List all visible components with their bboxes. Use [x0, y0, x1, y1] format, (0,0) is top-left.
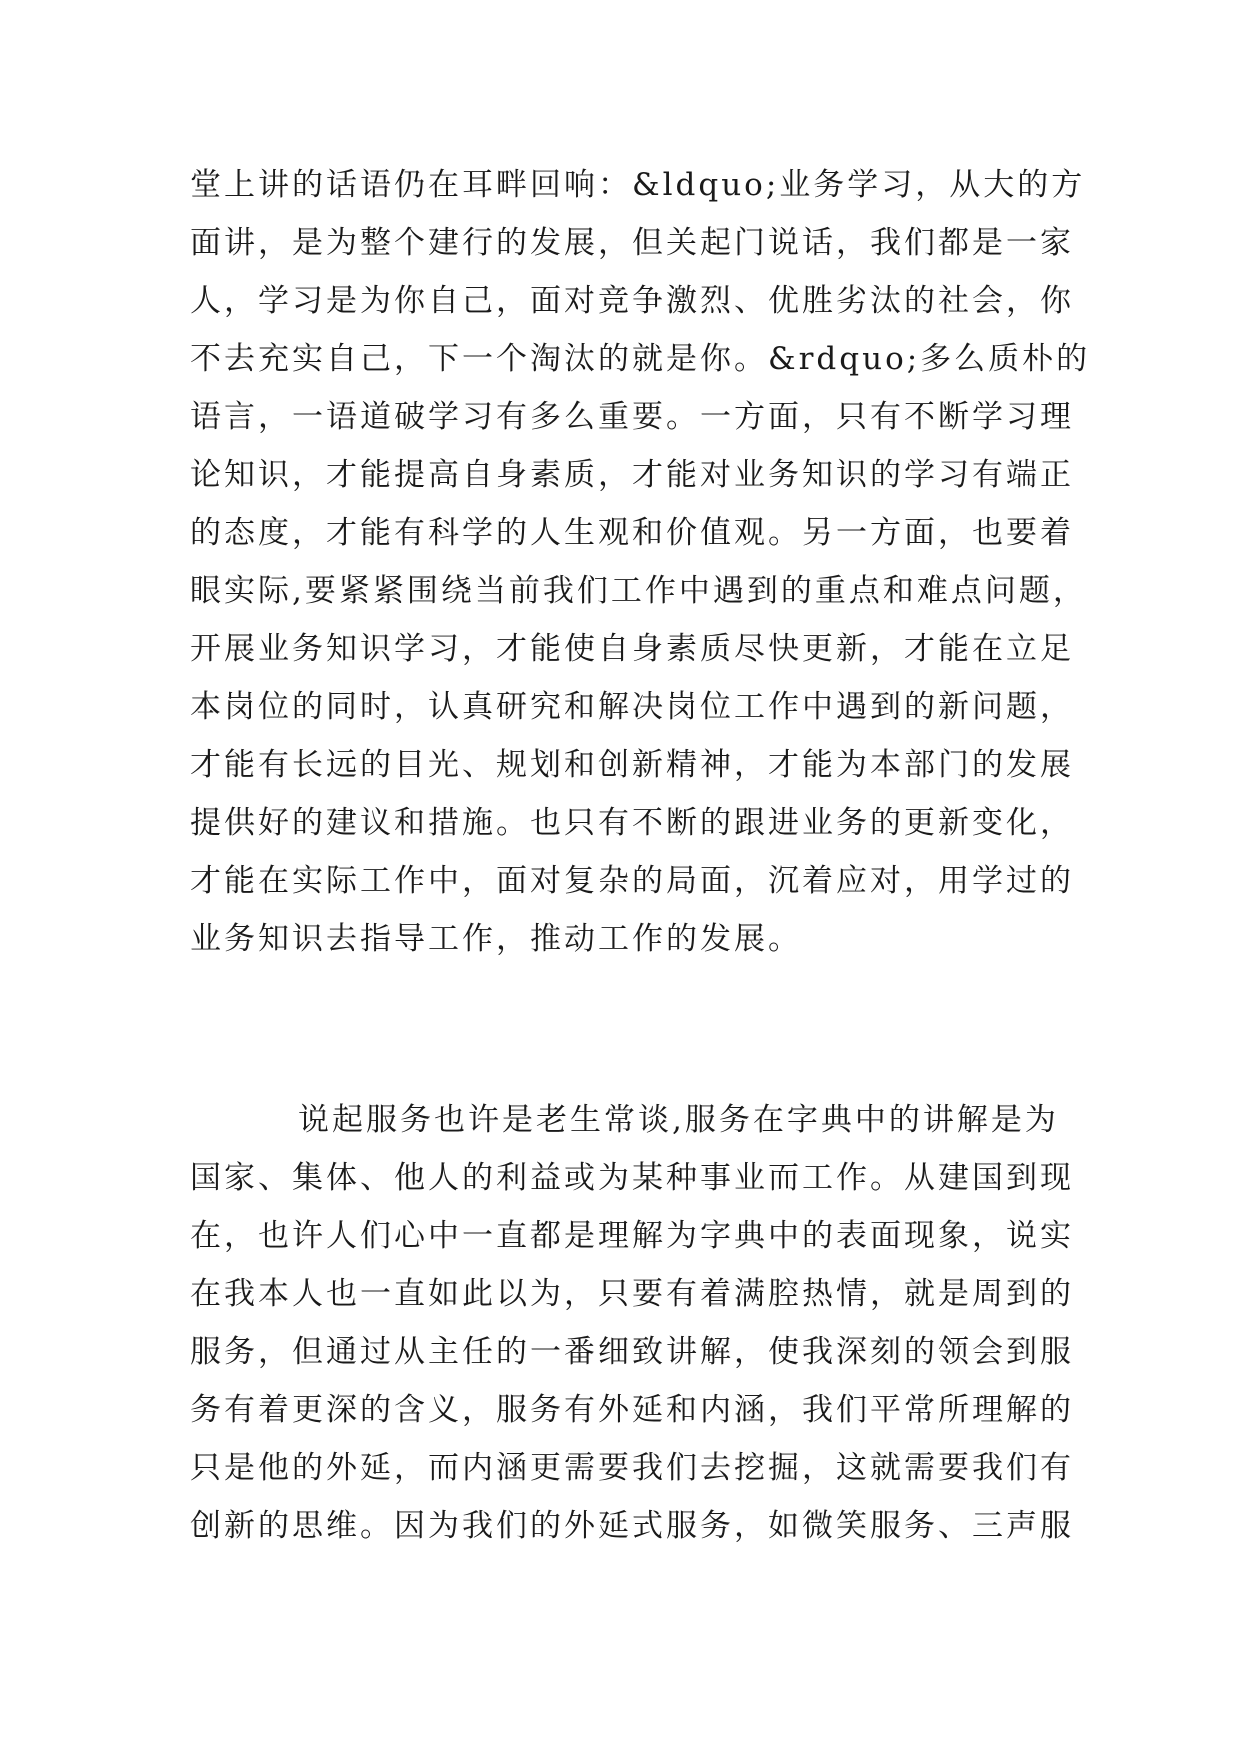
- paragraph-line: 论知识，才能提高自身素质，才能对业务知识的学习有端正: [190, 457, 1074, 493]
- paragraph-line: 服务，但通过从主任的一番细致讲解，使我深刻的领会到服: [190, 1334, 1074, 1370]
- paragraph-line: 才能有长远的目光、规划和创新精神，才能为本部门的发展: [190, 747, 1074, 783]
- paragraph-line: 业务知识去指导工作，推动工作的发展。: [190, 921, 802, 957]
- paragraph-line: 提供好的建议和措施。也只有不断的跟进业务的更新变化，: [190, 805, 1074, 841]
- paragraph-line: 在我本人也一直如此以为，只要有着满腔热情，就是周到的: [190, 1276, 1074, 1312]
- paragraph-line: 语言，一语道破学习有多么重要。一方面，只有不断学习理: [190, 399, 1074, 435]
- paragraph-line: 务有着更深的含义，服务有外延和内涵，我们平常所理解的: [190, 1392, 1074, 1428]
- paragraph-line: 在，也许人们心中一直都是理解为字典中的表面现象，说实: [190, 1218, 1074, 1254]
- paragraph-line: 才能在实际工作中，面对复杂的局面，沉着应对，用学过的: [190, 863, 1074, 899]
- paragraph-line: 眼实际,要紧紧围绕当前我们工作中遇到的重点和难点问题，: [190, 573, 1087, 609]
- paragraph-line: 堂上讲的话语仍在耳畔回响：&ldquo;业务学习，从大的方: [190, 167, 1086, 203]
- paragraph-1: [190, 156, 1091, 968]
- paragraph-2: [190, 1091, 1074, 1555]
- paragraph-line: 本岗位的同时，认真研究和解决岗位工作中遇到的新问题，: [190, 689, 1074, 725]
- paragraph-line: 不去充实自己，下一个淘汰的就是你。&rdquo;多么质朴的: [190, 341, 1091, 377]
- paragraph-line: 国家、集体、他人的利益或为某种事业而工作。从建国到现: [190, 1160, 1074, 1196]
- paragraph-line: 面讲，是为整个建行的发展，但关起门说话，我们都是一家: [190, 225, 1074, 261]
- paragraph-line: 说起服务也许是老生常谈,服务在字典中的讲解是为: [298, 1102, 1059, 1138]
- paragraph-line: 只是他的外延，而内涵更需要我们去挖掘，这就需要我们有: [190, 1450, 1074, 1486]
- paragraph-line: 的态度，才能有科学的人生观和价值观。另一方面，也要着: [190, 515, 1074, 551]
- paragraph-line: 人，学习是为你自己，面对竞争激烈、优胜劣汰的社会，你: [190, 283, 1074, 319]
- paragraph-line: 创新的思维。因为我们的外延式服务，如微笑服务、三声服: [190, 1508, 1074, 1544]
- paragraph-line: 开展业务知识学习，才能使自身素质尽快更新，才能在立足: [190, 631, 1074, 667]
